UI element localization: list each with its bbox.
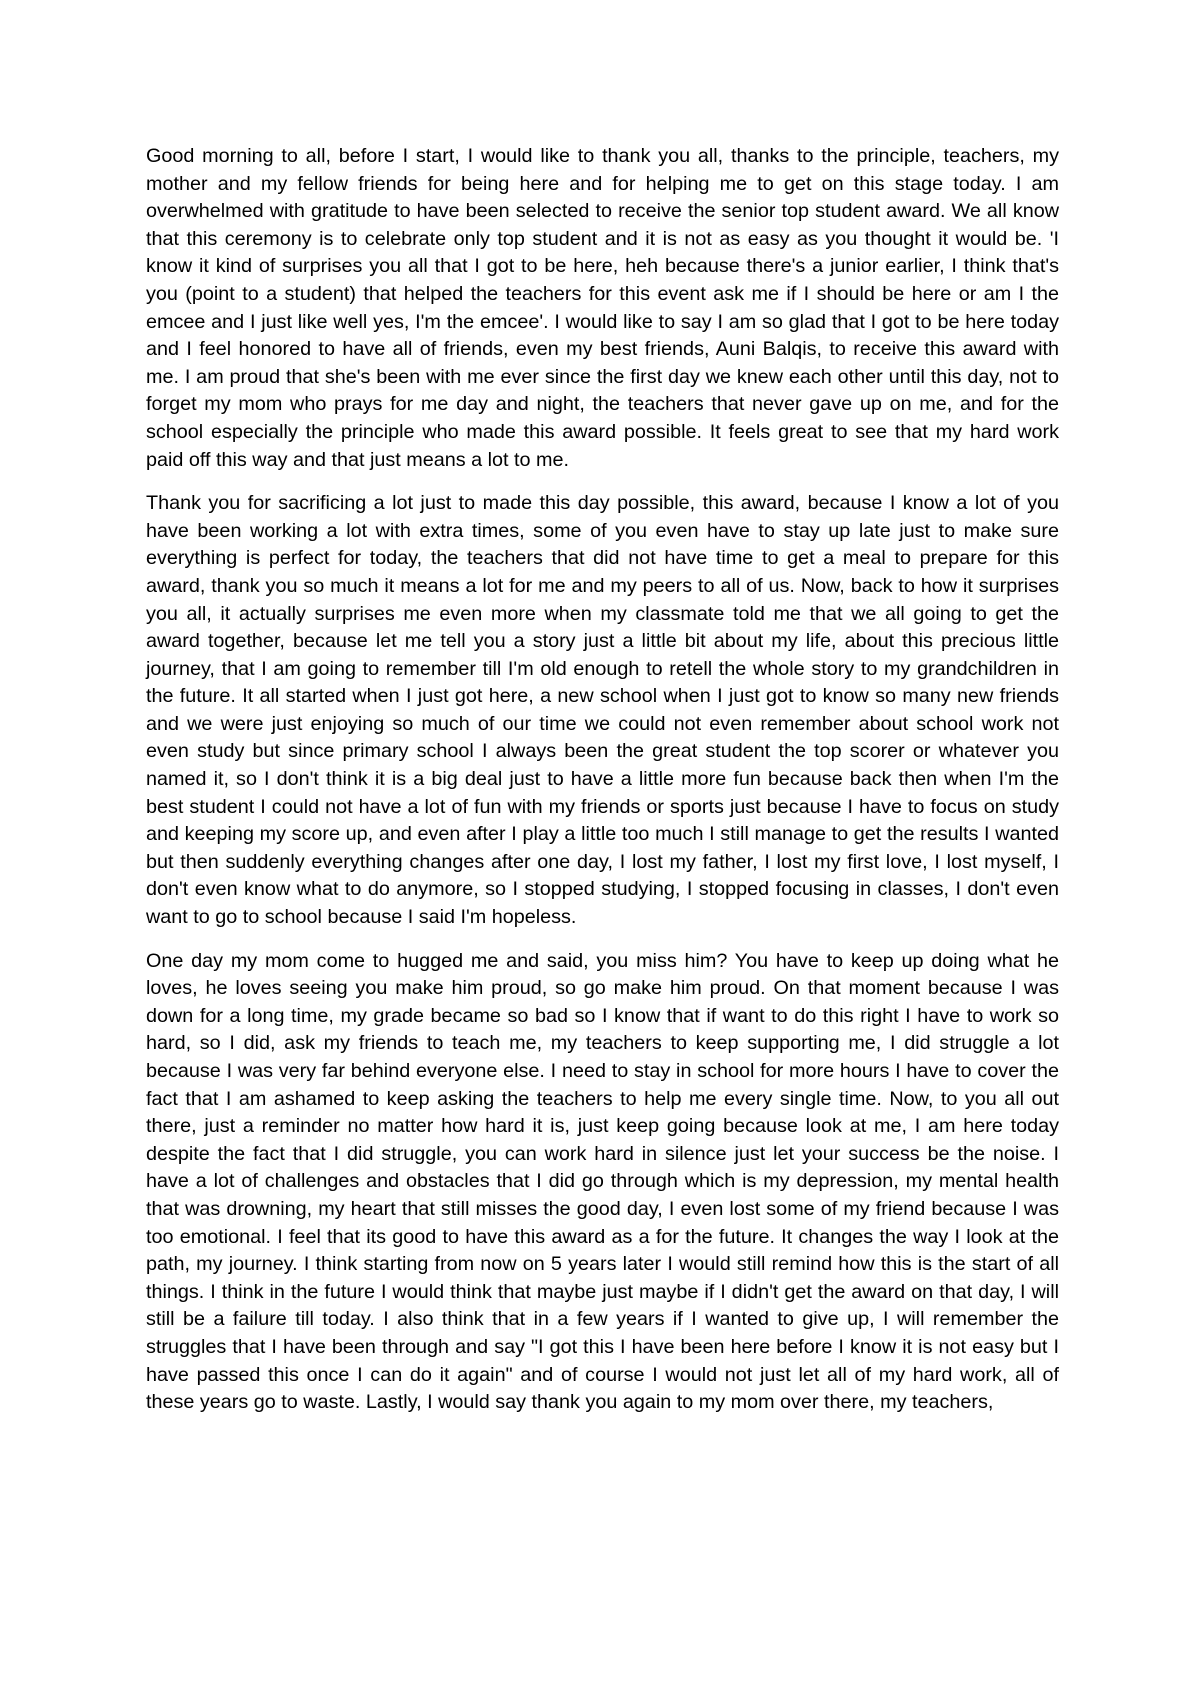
- paragraph-3: One day my mom come to hugged me and said, you miss him? You have to keep up doing what he loves, he loves seeing you make him proud, so go make him proud. On that moment because I was down for a long time, my grade became so bad so I know that if want to do this right I have to work so hard, so I did, ask my friends to teach me, my teachers to keep supporting me, I did struggle a lot because I was very far behind everyone else. I need to stay in school for more hours I have to cover the fact that I am ashamed to keep asking the teachers to help me every single time. Now, to you all out there, just a reminder no matter how hard it is, just keep going because look at me, I am here today despite the fact that I did struggle, you can work hard in silence just let your success be the noise. I have a lot of challenges and obstacles that I did go through which is my depression, my mental health that was drowning, my heart that still misses the good day, I even lost some of my friend because I was too emotional. I feel that its good to have this award as a for the future. It changes the way I look at the path, my journey. I think starting from now on 5 years later I would still remind how this is the start of all things. I think in the future I would think that maybe just maybe if I didn't get the award on that day, I will still be a failure till today. I also think that in a few years if I wanted to give up, I will remember the struggles that I have been through and say "I got this I have been here before I know it is not easy but I have passed this once I can do it again" and of course I would not just let all of my hard work, all of these years go to waste. Lastly, I would say thank you again to my mom over there, my teachers,: [146, 949, 1059, 1414]
- paragraph-2: Thank you for sacrificing a lot just to made this day possible, this award, because I know a lot of you have been working a lot with extra times, some of you even have to stay up late just to make sure everything is perfect for today, the teachers that did not have time to get a meal to prepare for this award, thank you so much it means a lot for me and my peers to all of us. Now, back to how it surprises you all, it actually surprises me even more when my classmate told me that we all going to get the award together, because let me tell you a story just a little bit about my life, about this precious little journey, that I am going to remember till I'm old enough to retell the whole story to my grandchildren in the future. It all started when I just got here, a new school when I just got to know so many new friends and we were just enjoying so much of our time we could not even remember about school work not even study but since primary school I always been the great student the top scorer or whatever you named it, so I don't think it is a big deal just to have a little more fun because back then when I'm the best student I could not have a lot of fun with my friends or sports just because I have to focus on study and keeping my score up, and even after I play a little too much I still manage to get the results I wanted but then suddenly everything changes after one day, I lost my father, I lost my first love, I lost myself, I don't even know what to do anymore, so I stopped studying, I stopped focusing in classes, I don't even want to go to school because I said I'm hopeless.: [146, 492, 1059, 929]
- paragraph-1: Good morning to all, before I start, I would like to thank you all, thanks to the principle, teachers, my mother and my fellow friends for being here and for helping me to get on this stage today. I am overwhelmed with gratitude to have been selected to receive the senior top student award. We all know that this ceremony is to celebrate only top student and it is not as easy as you thought it would be. 'I know it kind of surprises you all that I got to be here, heh because there's a junior earlier, I think that's you (point to a student) that helped the teachers for this event ask me if I should be here or am I the emcee and I just like well yes, I'm the emcee'. I would like to say I am so glad that I got to be here today and I feel honored to have all of friends, even my best friends, Auni Balqis, to receive this award with me. I am proud that she's been with me ever since the first day we knew each other until this day, not to forget my mom who prays for me day and night, the teachers that never gave up on me, and for the school especially the principle who made this award possible. It feels great to see that my hard work paid off this way and that just means a lot to me.: [146, 145, 1059, 471]
- speech-text: [146, 143, 1059, 1433]
